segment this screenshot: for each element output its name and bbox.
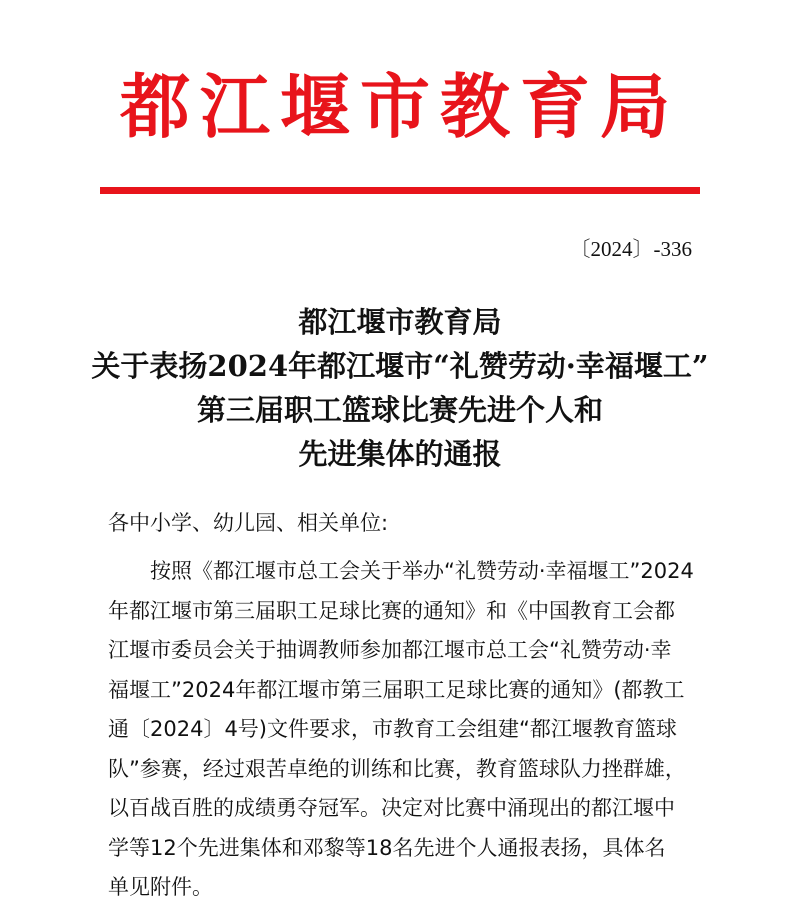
agency-name-header: 都江堰市教育局 bbox=[120, 66, 680, 148]
heading-line: 关于表扬2024年都江堰市“礼赞劳动·幸福堰工” bbox=[91, 349, 709, 383]
heading-line: 第三届职工篮球比赛先进个人和 bbox=[196, 393, 603, 427]
document-number: 〔2024〕-336 bbox=[569, 237, 692, 261]
body-line: 年都江堰市第三届职工足球比赛的通知》和《中国教育工会都 bbox=[108, 598, 675, 623]
body-line: 通〔2024〕4号)文件要求，市教育工会组建“都江堰教育篮球 bbox=[108, 717, 677, 741]
body-line: 学等12个先进集体和邓黎等18名先进个人通报表扬，具体名 bbox=[108, 835, 666, 860]
body-line: 单见附件。 bbox=[108, 875, 213, 899]
header-red-rule bbox=[100, 187, 700, 194]
body-line: 队”参赛，经过艰苦卓绝的训练和比赛，教育篮球队力挫群雄， bbox=[108, 756, 686, 781]
body-line: 福堰工”2024年都江堰市第三届职工足球比赛的通知》(都教工 bbox=[108, 677, 685, 702]
heading-line: 都江堰市教育局 bbox=[298, 305, 502, 339]
body-paragraph bbox=[108, 552, 698, 908]
heading-line: 先进集体的通报 bbox=[298, 437, 502, 471]
document-heading bbox=[0, 300, 800, 476]
body-line: 江堰市委员会关于抽调教师参加都江堰市总工会“礼赞劳动·幸 bbox=[108, 638, 672, 662]
body-line: 按照《都江堰市总工会关于举办“礼赞劳动·幸福堰工”2024 bbox=[150, 559, 694, 583]
salutation: 各中小学、幼儿园、相关单位: bbox=[108, 511, 389, 535]
body-line: 以百战百胜的成绩勇夺冠军。决定对比赛中涌现出的都江堰中 bbox=[108, 796, 675, 820]
